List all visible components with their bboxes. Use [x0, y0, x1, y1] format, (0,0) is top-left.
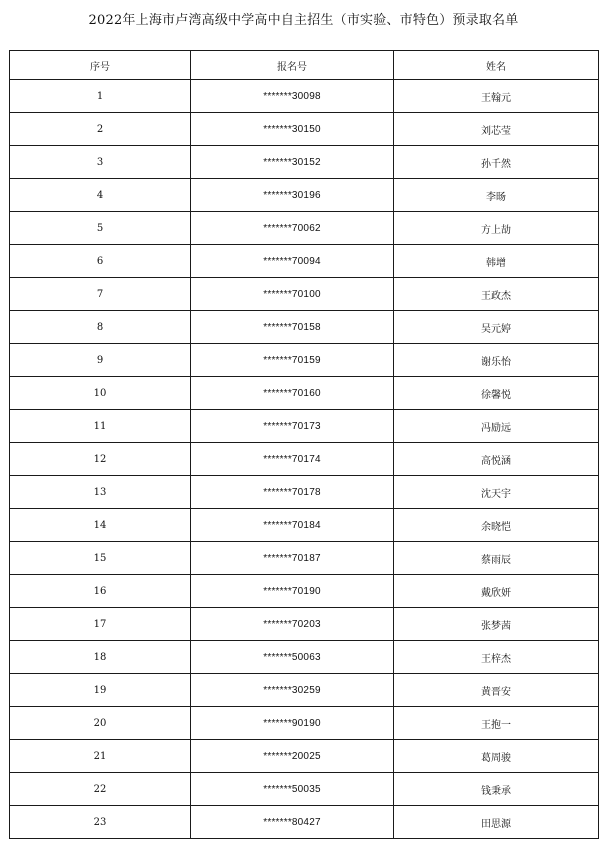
table-row	[10, 212, 599, 245]
cell-student-name: 李旸	[394, 179, 599, 212]
cell-student-name: 吴元婷	[394, 311, 599, 344]
header-registration-number: 报名号	[191, 51, 394, 80]
table-header-row	[10, 51, 599, 80]
cell-serial-number: 5	[10, 212, 191, 245]
cell-student-name: 方上劼	[394, 212, 599, 245]
cell-serial-number: 16	[10, 575, 191, 608]
cell-registration-number: *******30150	[191, 113, 394, 146]
cell-student-name: 王政杰	[394, 278, 599, 311]
table-row	[10, 377, 599, 410]
cell-serial-number: 18	[10, 641, 191, 674]
header-student-name: 姓名	[394, 51, 599, 80]
table-row	[10, 509, 599, 542]
cell-serial-number: 17	[10, 608, 191, 641]
table-row	[10, 542, 599, 575]
cell-registration-number: *******70174	[191, 443, 394, 476]
cell-serial-number: 11	[10, 410, 191, 443]
cell-serial-number: 20	[10, 707, 191, 740]
table-row	[10, 146, 599, 179]
cell-serial-number: 14	[10, 509, 191, 542]
cell-student-name: 高悦涵	[394, 443, 599, 476]
cell-registration-number: *******30098	[191, 80, 394, 113]
cell-registration-number: *******70178	[191, 476, 394, 509]
cell-serial-number: 1	[10, 80, 191, 113]
table-row	[10, 311, 599, 344]
cell-serial-number: 21	[10, 740, 191, 773]
cell-student-name: 葛周骏	[394, 740, 599, 773]
table-row	[10, 707, 599, 740]
cell-registration-number: *******70159	[191, 344, 394, 377]
table-row	[10, 80, 599, 113]
cell-student-name: 孙千然	[394, 146, 599, 179]
cell-serial-number: 3	[10, 146, 191, 179]
cell-registration-number: *******20025	[191, 740, 394, 773]
cell-registration-number: *******70203	[191, 608, 394, 641]
cell-student-name: 谢乐怡	[394, 344, 599, 377]
cell-registration-number: *******70160	[191, 377, 394, 410]
cell-student-name: 王翰元	[394, 80, 599, 113]
cell-registration-number: *******50035	[191, 773, 394, 806]
cell-student-name: 王抱一	[394, 707, 599, 740]
cell-serial-number: 19	[10, 674, 191, 707]
cell-student-name: 钱秉承	[394, 773, 599, 806]
cell-student-name: 张梦茜	[394, 608, 599, 641]
admission-list-table	[9, 50, 599, 839]
cell-registration-number: *******70187	[191, 542, 394, 575]
cell-student-name: 王梓杰	[394, 641, 599, 674]
cell-student-name: 戴欣妍	[394, 575, 599, 608]
cell-serial-number: 22	[10, 773, 191, 806]
cell-serial-number: 8	[10, 311, 191, 344]
cell-student-name: 刘芯莹	[394, 113, 599, 146]
table-row	[10, 641, 599, 674]
table-row	[10, 245, 599, 278]
cell-registration-number: *******90190	[191, 707, 394, 740]
cell-student-name: 蔡雨辰	[394, 542, 599, 575]
cell-serial-number: 13	[10, 476, 191, 509]
header-serial-number: 序号	[10, 51, 191, 80]
cell-registration-number: *******30196	[191, 179, 394, 212]
cell-registration-number: *******70100	[191, 278, 394, 311]
cell-registration-number: *******70173	[191, 410, 394, 443]
cell-student-name: 韩增	[394, 245, 599, 278]
cell-student-name: 黄晋安	[394, 674, 599, 707]
table-row	[10, 674, 599, 707]
cell-serial-number: 10	[10, 377, 191, 410]
cell-registration-number: *******30259	[191, 674, 394, 707]
cell-serial-number: 4	[10, 179, 191, 212]
table-row	[10, 278, 599, 311]
cell-serial-number: 23	[10, 806, 191, 839]
cell-registration-number: *******70062	[191, 212, 394, 245]
table-row	[10, 608, 599, 641]
table-row	[10, 113, 599, 146]
table-row	[10, 575, 599, 608]
cell-registration-number: *******70184	[191, 509, 394, 542]
table-row	[10, 179, 599, 212]
table-row	[10, 410, 599, 443]
table-row	[10, 344, 599, 377]
document-title: 2022年上海市卢湾高级中学高中自主招生（市实验、市特色）预录取名单	[88, 13, 519, 28]
cell-registration-number: *******70158	[191, 311, 394, 344]
cell-student-name: 徐馨悦	[394, 377, 599, 410]
cell-registration-number: *******70094	[191, 245, 394, 278]
table-row	[10, 443, 599, 476]
cell-student-name: 余晓恺	[394, 509, 599, 542]
cell-registration-number: *******80427	[191, 806, 394, 839]
cell-student-name: 田思源	[394, 806, 599, 839]
cell-serial-number: 7	[10, 278, 191, 311]
cell-student-name: 冯励远	[394, 410, 599, 443]
cell-registration-number: *******70190	[191, 575, 394, 608]
cell-registration-number: *******30152	[191, 146, 394, 179]
cell-serial-number: 6	[10, 245, 191, 278]
cell-serial-number: 9	[10, 344, 191, 377]
cell-registration-number: *******50063	[191, 641, 394, 674]
cell-serial-number: 15	[10, 542, 191, 575]
table-body	[10, 80, 599, 839]
cell-serial-number: 12	[10, 443, 191, 476]
cell-serial-number: 2	[10, 113, 191, 146]
cell-student-name: 沈天宇	[394, 476, 599, 509]
table-row	[10, 773, 599, 806]
table-row	[10, 476, 599, 509]
table-row	[10, 740, 599, 773]
table-row	[10, 806, 599, 839]
